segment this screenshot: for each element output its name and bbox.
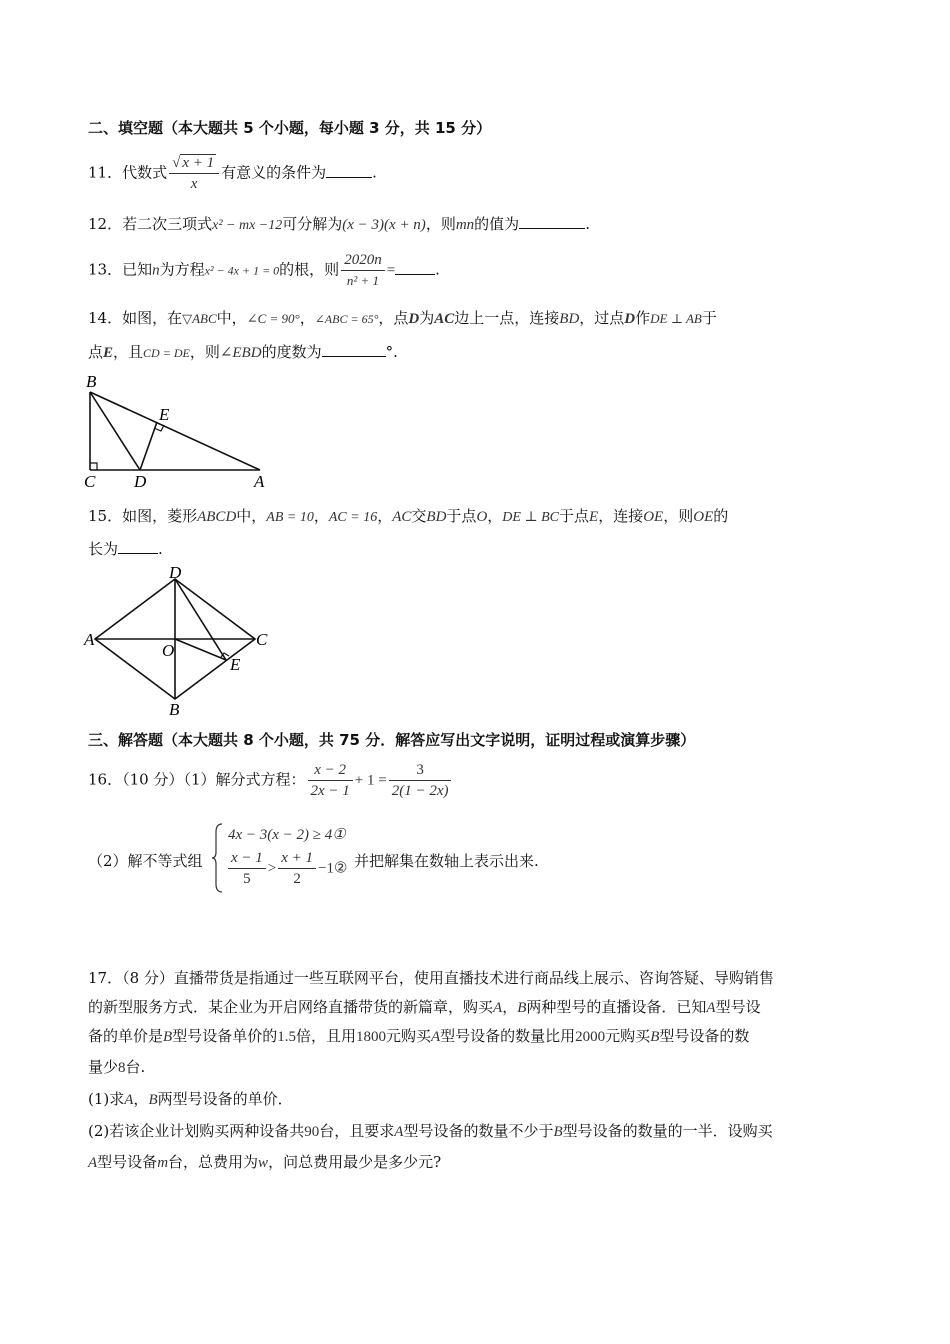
q13-fraction: $\frac{2020n}{\text{n² + 1}}$ [341,250,385,291]
label-B: B [86,372,97,391]
answer-blank [519,214,585,229]
q16-part2-label: （2）解不等式组 [88,852,203,870]
answer-blank [326,163,372,178]
label-A: A [84,630,95,649]
q16-part2-instruction: 并把解集在数轴上表示出来. [354,852,539,870]
question-17-part-2-cont: A型号设备m台，总费用为w，问总费用最少是多少元? [88,1153,442,1171]
label-E: E [159,405,170,424]
label-D: D [169,563,182,582]
question-17-line-3: 备的单价是B型号设备单价的1.5倍，且用1800元购买A型号设备的数量比用2000元购买B型号设备的数 [88,1027,750,1045]
section-heading-solutions: 三、解答题（本大题共 8 个小题，共 75 分．解答应写出文字说明，证明过程或演算步骤） [88,731,696,749]
question-14-line-1: 14．如图，在▽ABC中，∠C = 90°，∠ABC = 65°，点D为AC边上一点，连接BD，过点D作DE ⊥ AB于 [88,309,717,327]
question-13: 13．已知n为方程x² − 4x + 1 = 0的根，则 $\frac{2020n}{\text{n² + 1}}$ = . [88,250,440,291]
label-E: E [230,655,241,674]
question-17-line-4: 量少8台. [88,1058,146,1076]
question-12: 12．若二次三项式x² − mx −12可分解为(x − 3)(x + n)，则mn的值为 . [88,215,590,233]
question-17-part-2: (2)若该企业计划购买两种设备共90台，且要求A型号设备的数量不少于B型号设备的数量的一半．设购买 [88,1122,773,1140]
left-brace [210,822,224,894]
segment-DE [140,422,157,470]
q16-fraction-1: $\frac{x - 2}{2x - 1}$ [308,760,353,801]
label-B: B [169,700,180,719]
q16-fraction-2: $\frac{3}{2(1 - 2x)}$ [389,760,452,801]
segment-OE [175,639,226,660]
question-17-line-2: 的新型服务方式．某企业为开启网络直播带货的新篇章，购买A，B两种型号的直播设备．已知A型号设 [88,998,761,1016]
label-O: O [162,641,175,660]
triangle-figure [80,370,280,492]
question-17-part-1: (1)求A，B两型号设备的单价． [88,1090,293,1108]
question-15-line-2: 长为 . [88,540,163,558]
question-16-part-1: 16．（10 分）（1）解分式方程： $\frac{x - 2}{2x - 1}$ + 1 = $\frac{3}{2(1 - 2x)}$ [88,760,453,801]
rhombus-figure [80,562,280,720]
inequality-1: 4x − 3(x − 2) ≥ 4① [228,827,346,843]
label-C: C [256,630,268,649]
inequality-2: $\frac{x - 1}{5}$ > $\frac{x + 1}{2}$ −1② [226,848,347,889]
answer-blank [118,539,158,554]
answer-blank [322,342,386,357]
label-C: C [84,472,96,491]
right-angle-mark-C [90,463,97,470]
q11-fraction: $\frac{√ x + 1}{x}$ [169,153,219,194]
label-A: A [254,472,265,491]
section-heading-fill-in: 二、填空题（本大题共 5 个小题，每小题 3 分，共 15 分） [88,119,492,137]
question-15-line-1: 15．如图，菱形ABCD中，AB = 10，AC = 16，AC交BD于点O，DE ⊥ BC于点E，连接OE，则OE的 [88,507,729,525]
question-14-line-2: 点E，且CD = DE，则∠EBD的度数为 °. [88,343,398,361]
segment-DE [175,579,226,660]
question-17-line-1: 17．（8 分）直播带货是指通过一些互联网平台，使用直播技术进行商品线上展示、咨询答疑、导购销售 [88,969,774,987]
label-D: D [134,472,147,491]
question-11: 11．代数式 $\frac{√ x + 1}{x}$ 有意义的条件为 . [88,155,377,192]
answer-blank [395,260,435,275]
